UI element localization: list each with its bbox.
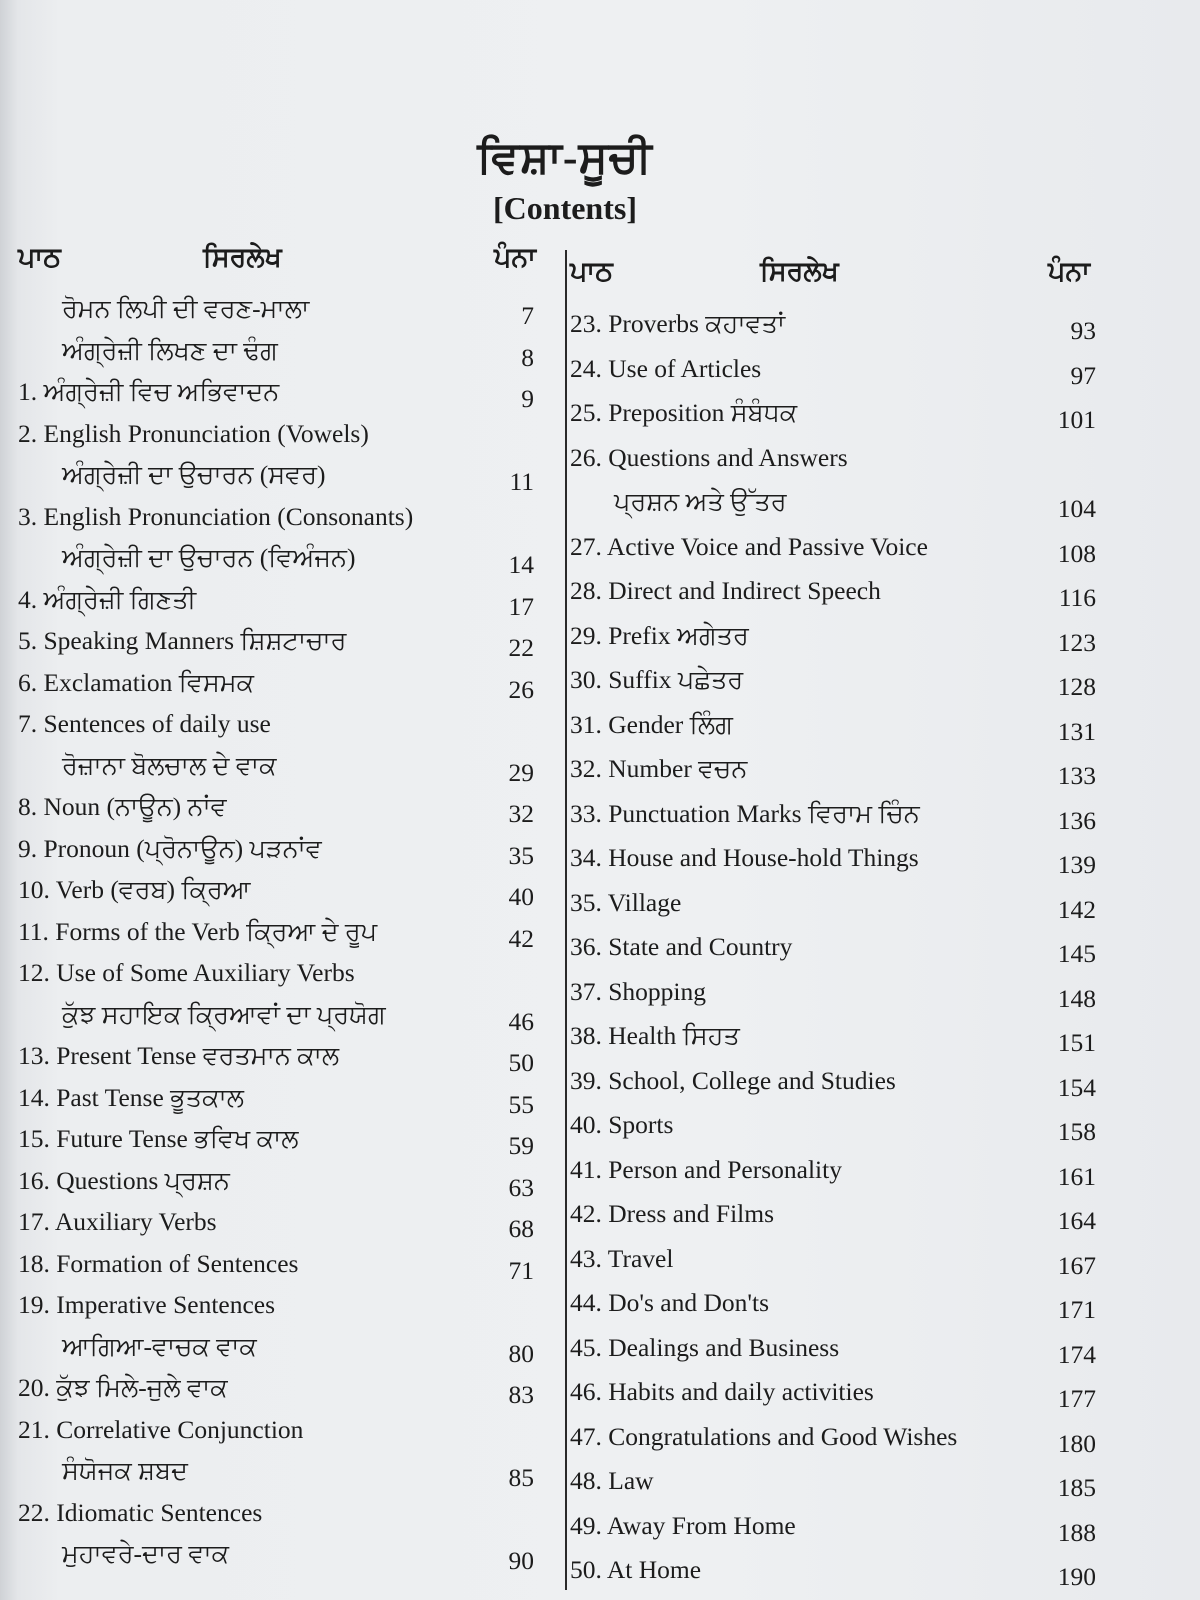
contents-entry	[570, 881, 1110, 926]
contents-entry	[570, 925, 1110, 970]
contents-entry	[18, 786, 548, 828]
contents-entry	[570, 970, 1110, 1015]
entry-title: 47. Congratulations and Good Wishes	[570, 1421, 958, 1451]
entry-page-number: 158	[1057, 1117, 1096, 1146]
entry-page-number: 101	[1057, 405, 1096, 434]
entry-page-number: 11	[509, 467, 534, 496]
entry-title: ਅੰਗ੍ਰੇਜ਼ੀ ਦਾ ਉਚਾਰਨ (ਸਵਰ)	[62, 460, 326, 489]
contents-entry	[18, 413, 548, 455]
contents-entry	[18, 911, 548, 953]
entry-title: 34. House and House-hold Things	[570, 843, 919, 872]
contents-entry	[570, 1548, 1110, 1593]
contents-entry	[570, 569, 1110, 614]
contents-entry	[18, 620, 548, 662]
entry-page-number: 80	[508, 1338, 534, 1368]
contents-entry	[570, 1192, 1110, 1237]
entry-page-number: 55	[508, 1089, 534, 1119]
contents-entry	[18, 1284, 548, 1326]
contents-entry	[18, 1450, 548, 1492]
entry-page-number: 133	[1057, 761, 1096, 790]
entry-title: 50. At Home	[570, 1555, 702, 1584]
entry-title: 13. Present Tense ਵਰਤਮਾਨ ਕਾਲ	[18, 1041, 340, 1070]
contents-entry	[18, 1409, 548, 1451]
contents-entry	[18, 1201, 548, 1243]
contents-entry	[18, 1035, 548, 1077]
entry-page-number: 177	[1057, 1384, 1096, 1413]
entry-title: 17. Auxiliary Verbs	[18, 1207, 217, 1236]
entry-page-number: 116	[1058, 583, 1096, 612]
lesson-header: ਪਾਠ	[570, 256, 613, 286]
entry-page-number: 104	[1057, 494, 1096, 523]
entry-title: 42. Dress and Films	[570, 1199, 774, 1228]
entry-title: ਆਗਿਆ-ਵਾਚਕ ਵਾਕ	[62, 1331, 257, 1361]
contents-column-right	[570, 252, 1110, 1593]
contents-entry	[570, 525, 1110, 570]
entry-page-number: 151	[1057, 1028, 1096, 1057]
entry-title: 36. State and Country	[570, 932, 793, 961]
entry-title: 45. Dealings and Business	[570, 1332, 840, 1362]
lesson-header: ਪਾਠ	[18, 242, 61, 272]
entry-title: 16. Questions ਪ੍ਰਸ਼ਨ	[18, 1165, 230, 1195]
entry-title: ਸੰਯੋਜਕ ਸ਼ਬਦ	[62, 1456, 188, 1485]
entry-title: ਅੰਗ੍ਰੇਜ਼ੀ ਦਾ ਉਚਾਰਨ (ਵਿਅੰਜਨ)	[62, 543, 356, 572]
entry-page-number: 148	[1057, 983, 1096, 1013]
entry-page-number: 123	[1057, 627, 1096, 657]
entry-page-number: 83	[508, 1380, 534, 1409]
entry-title: 8. Noun (ਨਾਊਨ) ਨਾਂਵ	[18, 792, 227, 821]
entry-page-number: 139	[1057, 850, 1096, 879]
contents-entry	[18, 330, 548, 372]
entry-title: 29. Prefix ਅਗੇਤਰ	[570, 620, 749, 650]
contents-entry	[18, 1326, 548, 1368]
entry-title: 26. Questions and Answers	[570, 442, 848, 472]
contents-entry	[18, 288, 548, 330]
contents-entry	[18, 1367, 548, 1409]
entry-title: ਮੁਹਾਵਰੇ-ਦਾਰ ਵਾਕ	[62, 1539, 230, 1568]
entry-title: 27. Active Voice and Passive Voice	[570, 531, 928, 561]
entry-page-number: 50	[508, 1048, 534, 1077]
contents-entry	[18, 371, 548, 413]
contents-entry	[570, 1059, 1110, 1104]
contents-entry	[18, 828, 548, 870]
entry-page-number: 171	[1057, 1295, 1096, 1324]
entry-title: 32. Number ਵਚਨ	[570, 754, 748, 783]
entry-page-number: 136	[1057, 805, 1096, 835]
entry-title: ਕੁੱਝ ਸਹਾਇਕ ਕ੍ਰਿਆਵਾਂ ਦਾ ਪ੍ਰਯੋਗ	[62, 999, 386, 1029]
entry-title: 4. ਅੰਗ੍ਰੇਜ਼ੀ ਗਿਣਤੀ	[18, 584, 197, 614]
entry-page-number: 128	[1057, 672, 1096, 701]
contents-entry	[18, 1243, 548, 1285]
contents-entry	[18, 703, 548, 745]
contents-entry	[18, 496, 548, 538]
entry-title: ਪ੍ਰਸ਼ਨ ਅਤੇ ਉੱਤਰ	[614, 487, 787, 516]
entry-page-number: 145	[1057, 939, 1096, 968]
contents-entry	[18, 1118, 548, 1160]
entry-page-number: 46	[508, 1006, 534, 1036]
page-header: ਪੰਨਾ	[1047, 256, 1090, 286]
entry-page-number: 161	[1057, 1161, 1096, 1191]
entry-page-number: 63	[508, 1172, 534, 1202]
entry-title: 20. ਕੁੱਝ ਮਿਲੇ-ਜੁਲੇ ਵਾਕ	[18, 1373, 228, 1402]
entry-title: 1. ਅੰਗ੍ਰੇਜ਼ੀ ਵਿਚ ਅਭਿਵਾਦਨ	[18, 377, 280, 406]
contents-entry	[570, 347, 1110, 392]
contents-column-left	[18, 238, 548, 1575]
contents-entry	[570, 747, 1110, 792]
entry-title: ਅੰਗ੍ਰੇਜ਼ੀ ਲਿਖਣ ਦਾ ਢੰਗ	[62, 335, 278, 365]
entry-title: 48. Law	[570, 1466, 654, 1495]
entry-page-number: 9	[521, 384, 534, 413]
contents-entry	[570, 1014, 1110, 1059]
entry-title: 35. Village	[570, 887, 682, 917]
entry-title: 22. Idiomatic Sentences	[18, 1497, 263, 1527]
contents-entry	[570, 302, 1110, 347]
entry-title: 10. Verb (ਵਰਬ) ਕ੍ਰਿਆ	[18, 875, 251, 904]
column-header	[570, 252, 1110, 302]
entry-page-number: 35	[508, 840, 534, 870]
contents-entry	[18, 952, 548, 994]
entry-title: 2. English Pronunciation (Vowels)	[18, 418, 369, 448]
entry-page-number: 71	[508, 1255, 534, 1285]
entry-page-number: 97	[1070, 360, 1096, 390]
entry-page-number: 131	[1057, 716, 1096, 746]
contents-entry	[570, 1415, 1110, 1460]
contents-entry	[570, 614, 1110, 659]
contents-entry	[570, 792, 1110, 837]
contents-entry	[570, 1459, 1110, 1504]
entry-page-number: 174	[1057, 1339, 1096, 1369]
entry-page-number: 154	[1057, 1072, 1096, 1102]
entry-page-number: 85	[508, 1463, 534, 1492]
contents-entry	[570, 391, 1110, 436]
entry-title: 25. Preposition ਸੰਬੰਧਕ	[570, 398, 798, 427]
entry-page-number: 108	[1057, 538, 1096, 568]
entry-page-number: 167	[1057, 1250, 1096, 1280]
entry-page-number: 26	[508, 674, 534, 704]
contents-entry	[570, 1103, 1110, 1148]
page-header: ਪੰਨਾ	[493, 242, 536, 272]
column-header	[18, 238, 548, 288]
entry-page-number: 68	[508, 1214, 534, 1243]
contents-entry	[570, 1504, 1110, 1549]
entry-page-number: 59	[508, 1131, 534, 1160]
entry-title: 3. English Pronunciation (Consonants)	[18, 501, 414, 531]
contents-entry	[18, 1533, 548, 1575]
entry-title: 40. Sports	[570, 1110, 674, 1139]
contents-entry	[570, 1326, 1110, 1371]
heading-header: ਸਿਰਲੇਖ	[203, 242, 282, 272]
column-divider	[565, 250, 567, 1590]
entry-title: 49. Away From Home	[570, 1510, 796, 1540]
entry-title: 46. Habits and daily activities	[570, 1377, 874, 1406]
contents-list-left	[18, 288, 548, 1575]
contents-entry	[570, 1237, 1110, 1282]
entry-page-number: 8	[521, 342, 534, 372]
entry-page-number: 40	[508, 882, 534, 911]
contents-entry	[570, 1370, 1110, 1415]
entry-page-number: 14	[508, 550, 534, 579]
entry-page-number: 7	[521, 301, 534, 330]
entry-page-number: 185	[1057, 1473, 1096, 1502]
entry-title: 23. Proverbs ਕਹਾਵਤਾਂ	[570, 309, 786, 338]
entry-page-number: 142	[1057, 894, 1096, 924]
page-subtitle: [Contents]	[493, 190, 637, 226]
entry-title: 6. Exclamation ਵਿਸਮਕ	[18, 667, 255, 697]
contents-entry	[18, 869, 548, 911]
entry-page-number: 180	[1057, 1428, 1096, 1458]
entry-page-number: 190	[1057, 1562, 1096, 1591]
contents-entry	[18, 662, 548, 704]
entry-title: 24. Use of Articles	[570, 353, 762, 383]
entry-page-number: 42	[508, 923, 534, 953]
entry-title: 37. Shopping	[570, 976, 707, 1006]
entry-page-number: 90	[508, 1546, 534, 1575]
entry-title: 14. Past Tense ਭੂਤਕਾਲ	[18, 1082, 245, 1112]
heading-header: ਸਿਰਲੇਖ	[760, 256, 839, 286]
entry-title: ਰੋਜ਼ਾਨਾ ਬੋਲਚਾਲ ਦੇ ਵਾਕ	[62, 750, 277, 780]
contents-entry	[18, 537, 548, 579]
contents-entry	[18, 1160, 548, 1202]
entry-title: 12. Use of Some Auxiliary Verbs	[18, 958, 355, 987]
contents-entry	[18, 745, 548, 787]
contents-entry	[18, 994, 548, 1036]
entry-title: ਰੋਮਨ ਲਿਪੀ ਦੀ ਵਰਣ-ਮਾਲਾ	[62, 294, 310, 323]
entry-title: 39. School, College and Studies	[570, 1065, 896, 1095]
entry-title: 5. Speaking Manners ਸ਼ਿਸ਼ਟਾਚਾਰ	[18, 626, 347, 655]
entry-title: 38. Health ਸਿਹਤ	[570, 1021, 740, 1050]
contents-entry	[18, 1077, 548, 1119]
entry-page-number: 22	[508, 633, 534, 662]
entry-title: 7. Sentences of daily use	[18, 709, 271, 738]
entry-title: 18. Formation of Sentences	[18, 1248, 299, 1278]
entry-title: 41. Person and Personality	[570, 1154, 842, 1184]
contents-entry	[18, 1492, 548, 1534]
contents-entry	[570, 836, 1110, 881]
entry-page-number: 32	[508, 799, 534, 828]
entry-title: 43. Travel	[570, 1243, 674, 1273]
entry-title: 44. Do's and Don'ts	[570, 1288, 770, 1317]
contents-entry	[570, 1281, 1110, 1326]
entry-title: 9. Pronoun (ਪ੍ਰੋਨਾਊਨ) ਪੜਨਾਂਵ	[18, 833, 322, 863]
entry-page-number: 29	[508, 757, 534, 787]
entry-page-number: 17	[508, 591, 534, 621]
contents-entry	[570, 703, 1110, 748]
page-title: ਵਿਸ਼ਾ-ਸੂਚੀ	[477, 133, 653, 182]
contents-entry	[570, 480, 1110, 525]
entry-title: 15. Future Tense ਭਵਿਖ ਕਾਲ	[18, 1124, 299, 1153]
contents-entry	[570, 1148, 1110, 1193]
contents-entry	[18, 579, 548, 621]
entry-title: 28. Direct and Indirect Speech	[570, 576, 881, 605]
entry-page-number: 93	[1070, 316, 1096, 345]
entry-title: 21. Correlative Conjunction	[18, 1414, 304, 1444]
entry-page-number: 164	[1057, 1206, 1096, 1235]
contents-entry	[570, 436, 1110, 481]
contents-list-right	[570, 302, 1110, 1593]
contents-entry	[18, 454, 548, 496]
entry-title: 33. Punctuation Marks ਵਿਰਾਮ ਚਿੰਨ	[570, 798, 920, 828]
entry-title: 31. Gender ਲਿੰਗ	[570, 709, 733, 739]
entry-title: 30. Suffix ਪਛੇਤਰ	[570, 665, 744, 694]
entry-page-number: 188	[1057, 1517, 1096, 1547]
entry-title: 19. Imperative Sentences	[18, 1290, 276, 1319]
contents-entry	[570, 658, 1110, 703]
entry-title: 11. Forms of the Verb ਕ੍ਰਿਆ ਦੇ ਰੂਪ	[18, 916, 378, 946]
